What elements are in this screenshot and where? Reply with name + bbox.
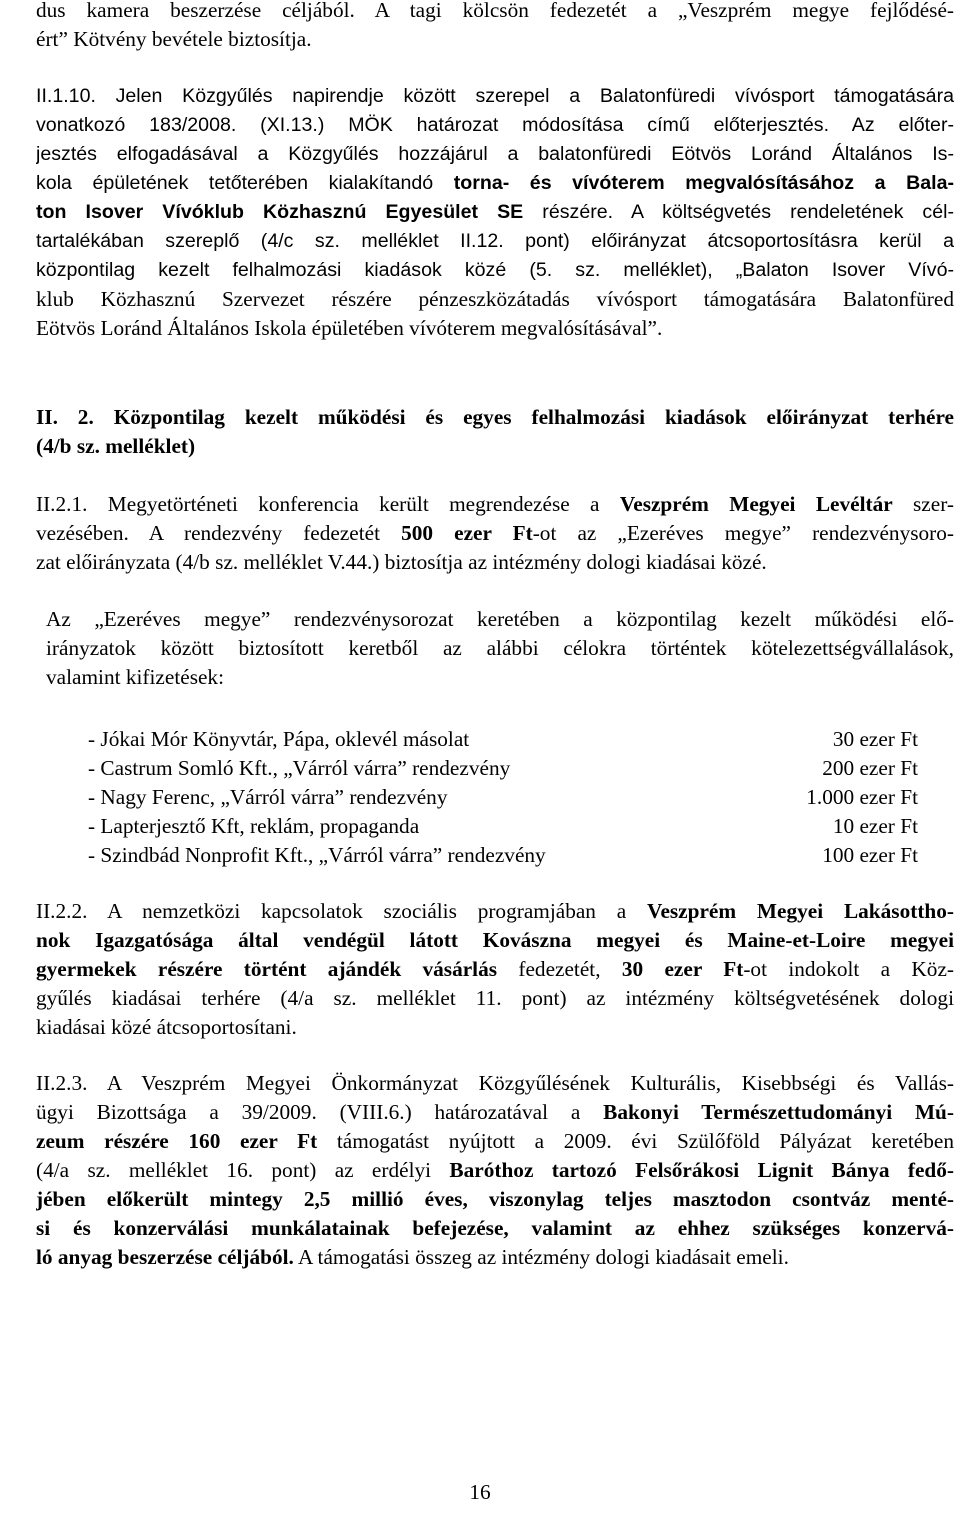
heading-line [36,403,954,432]
text-line [36,1243,954,1272]
continuation-paragraph [36,0,954,54]
text-line [36,1156,954,1185]
text-line [36,519,954,548]
bold-text-run: zeum részére 160 ezer Ft [36,1129,318,1153]
text-run: -ot az „Ezeréves megye” rendezvénysoro- [532,521,954,545]
text-run: támogatást nyújtott a 2009. évi Szülőföld Pályázat keretében [317,1129,954,1153]
text-run: részére. A költségvetés rendeletének cél- [523,201,954,223]
text-line: Eötvös Loránd Általános Iskola épületében vívóterem megvalósításával”. [36,316,663,340]
item-amount: 1.000 ezer Ft [806,785,918,809]
text-line [36,1214,954,1243]
text-line: vonatkozó 183/2008. (XI.13.) MÖK határozat módosítása című előterjesztés. Az előter- [36,114,954,136]
section-ii-2-1 [36,490,954,577]
text-run: ügyi Bizottsága a 39/2009. (VIII.6.) határozatával a [36,1100,604,1124]
bold-text-run: Veszprém Megyei Lakásottho- [647,899,954,923]
bold-text-run: ló anyag beszerzése céljából. [36,1245,294,1269]
text-line [36,1098,954,1127]
page-number: 16 [469,1480,491,1504]
bold-text-run: torna- és vívóterem megvalósításához a Bala- [453,172,954,194]
bold-text-run: jében előkerült mintegy 2,5 millió éves, viszonylag teljes masztodon csontváz menté- [36,1187,954,1211]
bold-text-run: Veszprém Megyei Levéltár [619,492,893,516]
text-run: (4/a sz. melléklet 16. pont) az erdélyi [36,1158,450,1182]
bold-text-run: 500 ezer Ft [401,521,533,545]
bold-text-run: Baróthoz tartozó Felsőrákosi Lignit Bánya fedő- [449,1158,954,1182]
text-run: vezésében. A rendezvény fedezetét [36,521,402,545]
item-label: - Castrum Somló Kft., „Várról várra” rendezvény [88,756,511,780]
text-run: fedezetét, [497,957,622,981]
bold-text-run: 30 ezer Ft [621,957,744,981]
text-line: dus kamera beszerzése céljából. A tagi kölcsön fedezetét a „Veszprém megye fejlődésé- [36,0,954,22]
text-line [36,926,954,955]
item-label: - Jókai Mór Könyvtár, Pápa, oklevél másolat [88,727,470,751]
text-line [36,897,954,926]
bold-text-run: nok Igazgatósága által vendégül látott Kovászna megyei és Maine-et-Loire megyei [36,928,954,952]
heading-text: (4/b sz. melléklet) [36,434,196,458]
text-line [36,490,954,519]
text-run: II.2.2. A nemzetközi kapcsolatok szociális programjában a [36,899,648,923]
text-line: központilag kezelt felhalmozási kiadások közé (5. sz. melléklet), „Balaton Isover Vívó- [36,259,954,281]
text-run: szer- [892,492,954,516]
text-line: zat előirányzata (4/b sz. melléklet V.44.) biztosítja az intézmény dologi kiadásai közé. [36,550,767,574]
item-label: - Szindbád Nonprofit Kft., „Várról várra” rendezvény [88,843,546,867]
text-line: II.1.10. Jelen Közgyűlés napirendje között szerepel a Balatonfüredi vívósport támogatására [36,85,954,107]
text-run: A támogatási összeg az intézmény dologi kiadásait emeli. [293,1245,789,1269]
text-line: klub Közhasznú Szervezet részére pénzeszközátadás vívósport támogatására Balatonfüred [36,287,954,311]
text-line: irányzatok között biztosított keretből az alábbi célokra történtek kötelezettségvállalások, [46,636,954,660]
bold-text-run: ton Isover Vívóklub Közhasznú Egyesület SE [36,201,524,223]
list-item [88,725,918,754]
heading-text: II. 2. Központilag kezelt működési és egyes felhalmozási kiadások előirányzat terhére [36,405,954,429]
section-ii-2-heading [36,403,954,461]
text-line [36,1185,954,1214]
text-line [36,169,954,198]
section-ii-2-3 [36,1069,954,1272]
text-line: tartalékában szereplő (4/c sz. melléklet II.12. pont) előirányzat átcsoportosításra kerül a [36,230,954,252]
text-run: -ot indokolt a Köz- [743,957,954,981]
list-item [88,754,918,783]
list-item [88,841,918,870]
text-line: kiadásai közé átcsoportosítani. [36,1015,297,1039]
text-line: ért” Kötvény bevétele biztosítja. [36,27,312,51]
item-amount: 200 ezer Ft [822,756,918,780]
text-line [36,198,954,227]
text-line [36,1127,954,1156]
item-label: - Lapterjesztő Kft, reklám, propaganda [88,814,420,838]
ezereves-megye-paragraph [36,605,954,692]
text-run: II.2.1. Megyetörténeti konferencia került megrendezése a [36,492,620,516]
text-line [36,955,954,984]
list-item [88,783,918,812]
item-amount: 10 ezer Ft [832,814,918,838]
heading-line [36,432,954,461]
text-run: kola épületének tetőterében kialakítandó [36,172,454,194]
list-item [88,812,918,841]
item-amount: 30 ezer Ft [832,727,918,751]
item-amount: 100 ezer Ft [822,843,918,867]
bold-text-run: gyermekek részére történt ajándék vásárlás [36,957,498,981]
section-ii-2-2 [36,897,954,1042]
text-line: jesztés elfogadásával a Közgyűlés hozzájárul a balatonfüredi Eötvös Loránd Általános Is- [36,143,954,165]
commitments-list [88,725,918,870]
text-line: Az „Ezeréves megye” rendezvénysorozat keretében a központilag kezelt működési elő- [46,607,954,631]
section-ii-1-10 [36,82,954,343]
bold-text-run: si és konzerválási munkálatainak befejezése, valamint az ehhez szükséges konzervá- [36,1216,954,1240]
text-line: gyűlés kiadásai terhére (4/a sz. melléklet 11. pont) az intézmény költségvetésének dologi [36,986,954,1010]
text-line: valamint kifizetések: [46,665,224,689]
bold-text-run: Bakonyi Természettudományi Mú- [603,1100,954,1124]
item-label: - Nagy Ferenc, „Várról várra” rendezvény [88,785,448,809]
text-line: II.2.3. A Veszprém Megyei Önkormányzat Közgyűlésének Kulturális, Kisebbségi és Vallás- [36,1071,954,1095]
